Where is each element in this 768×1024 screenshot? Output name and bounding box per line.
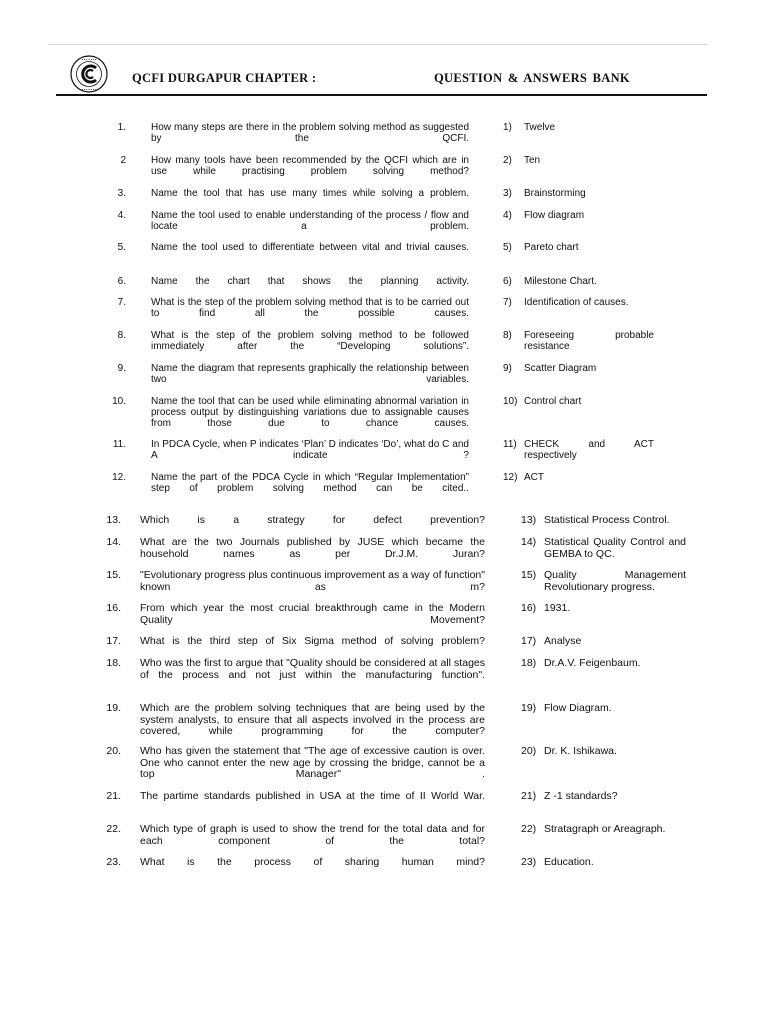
answer-number: 11): [503, 439, 517, 450]
answer: [521, 515, 689, 527]
page-header: [60, 52, 710, 96]
question-number: 20.: [106, 745, 121, 757]
question-text: What is the third step of Six Sigma method of solving problem?: [140, 635, 485, 647]
question-text: What is the process of sharing human mind?: [140, 856, 485, 868]
answer: [521, 746, 689, 758]
question-text: Name the tool that can be used while eliminating abnormal variation in process output by distinguishing variations due to assignable causes from those due to chance causes.: [151, 396, 469, 429]
answer-text: Quality Management Revolutionary progress.: [544, 569, 686, 593]
answer: [503, 472, 658, 483]
answer: [521, 603, 689, 615]
question-text: How many tools have been recommended by the QCFI which are in use while practising problem solving method?: [151, 155, 469, 177]
answer-number: 19): [521, 702, 537, 714]
answer-number: 1): [503, 122, 512, 133]
answer: [503, 297, 658, 308]
answer: [503, 396, 658, 407]
answer-number: 2): [503, 155, 512, 166]
answer-text: CHECK and ACT respectively: [524, 439, 654, 461]
question-number: 17.: [106, 635, 121, 647]
answer-text: Z -1 standards?: [544, 790, 618, 802]
question-text: Name the tool used to differentiate between vital and trivial causes.: [151, 242, 469, 253]
answer: [503, 210, 658, 221]
answer-text: Brainstorming: [524, 188, 586, 199]
answer-text: Stratagraph or Areagraph.: [544, 823, 666, 835]
top-divider: [48, 44, 708, 45]
question-number: 11.: [112, 439, 126, 450]
answer: [521, 791, 689, 803]
question-number: 6.: [117, 276, 126, 287]
answer: [521, 636, 689, 648]
question-number: 12.: [112, 472, 126, 483]
answer-number: 6): [503, 276, 512, 287]
answer: [503, 242, 658, 253]
question-text: Which is a strategy for defect prevention?: [140, 514, 485, 526]
answer-text: Statistical Quality Control and GEMBA to QC.: [544, 536, 686, 560]
answer-number: 17): [521, 635, 537, 647]
answer: [521, 857, 689, 869]
answer-number: 14): [521, 536, 537, 548]
answer-text: Analyse: [544, 635, 582, 647]
answer-number: 20): [521, 745, 537, 757]
answer: [521, 824, 689, 836]
answer: [503, 188, 658, 199]
answer-text: Milestone Chart.: [524, 276, 597, 287]
answer-number: 18): [521, 657, 537, 669]
answer: [521, 703, 689, 715]
answer-text: 1931.: [544, 602, 571, 614]
question-text: Name the diagram that represents graphically the relationship between two variables.: [151, 363, 469, 385]
answer-number: 21): [521, 790, 537, 802]
svg-text:• • • • • • •: • • • • • • •: [81, 87, 97, 92]
question-number: 8.: [117, 330, 126, 341]
answer: [503, 439, 658, 461]
question-text: The partime standards published in USA at the time of II World War.: [140, 790, 485, 802]
answer-text: Twelve: [524, 122, 556, 133]
answer-text: Control chart: [524, 396, 582, 407]
answer-text: ACT: [524, 472, 544, 483]
question-number: 3.: [117, 188, 126, 199]
question-number: 5.: [117, 242, 126, 253]
qcfi-logo-icon: [66, 54, 112, 94]
answer: [503, 276, 658, 287]
question-number: 16.: [106, 602, 121, 614]
question-number: 13.: [106, 514, 121, 526]
answer-number: 9): [503, 363, 512, 374]
question-number: 22.: [106, 823, 121, 835]
header-divider: [56, 94, 707, 96]
question-text: Name the tool that has use many times while solving a problem.: [151, 188, 469, 199]
answer: [503, 155, 658, 166]
answer-text: Identification of causes.: [524, 297, 629, 308]
question-number: 21.: [106, 790, 121, 802]
answer-text: Foreseeing probable resistance: [524, 330, 654, 352]
question-text: Name the chart that shows the planning activity.: [151, 276, 469, 287]
question-text: Which are the problem solving techniques that are being used by the system analysts, to ensure that all aspects involved in the process are covered, while programming for the computer?: [140, 702, 485, 737]
answer-number: 12): [503, 472, 518, 483]
answer-text: Dr.A.V. Feigenbaum.: [544, 657, 641, 669]
question-number: 9.: [117, 363, 126, 374]
question-number: 2: [120, 155, 126, 166]
answer-text: Statistical Process Control.: [544, 514, 670, 526]
svg-text:• • • • • • •: • • • • • • •: [81, 57, 97, 62]
answer-number: 7): [503, 297, 512, 308]
answer-text: Ten: [524, 155, 541, 166]
answer-number: 13): [521, 514, 537, 526]
answer: [503, 122, 658, 133]
answer-number: 4): [503, 210, 512, 221]
question-text: "Evolutionary progress plus continuous improvement as a way of function" known as m?: [140, 569, 485, 593]
answer: [521, 658, 689, 670]
answer: [503, 330, 658, 352]
answer-number: 22): [521, 823, 537, 835]
question-text: Name the part of the PDCA Cycle in which “Regular Implementation” step of problem solving method can be cited..: [151, 472, 469, 494]
question-text: How many steps are there in the problem solving method as suggested by the QCFI.: [151, 122, 469, 144]
question-text: In PDCA Cycle, when P indicates ‘Plan’ D indicates ‘Do’, what do C and A indicate ?: [151, 439, 469, 461]
answer-number: 8): [503, 330, 512, 341]
question-text: What is the step of the problem solving method to be followed immediately after the “Developing solutions”.: [151, 330, 469, 352]
answer-number: 5): [503, 242, 512, 253]
document-title: QUESTION & ANSWERS BANK: [434, 71, 630, 85]
answer-text: Education.: [544, 856, 594, 868]
question-number: 7.: [117, 297, 126, 308]
question-text: From which year the most crucial breakthrough came in the Modern Quality Movement?: [140, 602, 485, 626]
answer-number: 16): [521, 602, 537, 614]
question-text: What is the step of the problem solving method that is to be carried out to find all the possible causes.: [151, 297, 469, 319]
answer: [503, 363, 658, 374]
question-number: 15.: [106, 569, 121, 581]
question-number: 1.: [117, 122, 126, 133]
question-number: 10.: [112, 396, 126, 407]
question-text: Who has given the statement that "The age of excessive caution is over. One who cannot enter the new age by crossing the bridge, cannot be a top Manager" .: [140, 745, 485, 780]
answer-text: Pareto chart: [524, 242, 579, 253]
question-number: 23.: [106, 856, 121, 868]
question-text: What are the two Journals published by JUSE which became the household names as per Dr.J.M. Juran?: [140, 536, 485, 560]
question-number: 14.: [106, 536, 121, 548]
answer-number: 3): [503, 188, 512, 199]
question-text: Who was the first to argue that "Quality should be considered at all stages of the process and not just within the manufacturing function".: [140, 657, 485, 681]
chapter-title: QCFI DURGAPUR CHAPTER :: [132, 71, 317, 85]
answer: [521, 537, 689, 560]
question-text: Which type of graph is used to show the trend for the total data and for each component of the total?: [140, 823, 485, 847]
answer-text: Flow diagram: [524, 210, 585, 221]
answer-number: 10): [503, 396, 518, 407]
question-number: 4.: [117, 210, 126, 221]
answer-number: 15): [521, 569, 537, 581]
question-number: 19.: [106, 702, 121, 714]
answer-number: 23): [521, 856, 537, 868]
answer-text: Scatter Diagram: [524, 363, 597, 374]
question-text: Name the tool used to enable understanding of the process / flow and locate a problem.: [151, 210, 469, 232]
answer: [521, 570, 689, 593]
question-number: 18.: [106, 657, 121, 669]
answer-text: Flow Diagram.: [544, 702, 612, 714]
answer-text: Dr. K. Ishikawa.: [544, 745, 617, 757]
